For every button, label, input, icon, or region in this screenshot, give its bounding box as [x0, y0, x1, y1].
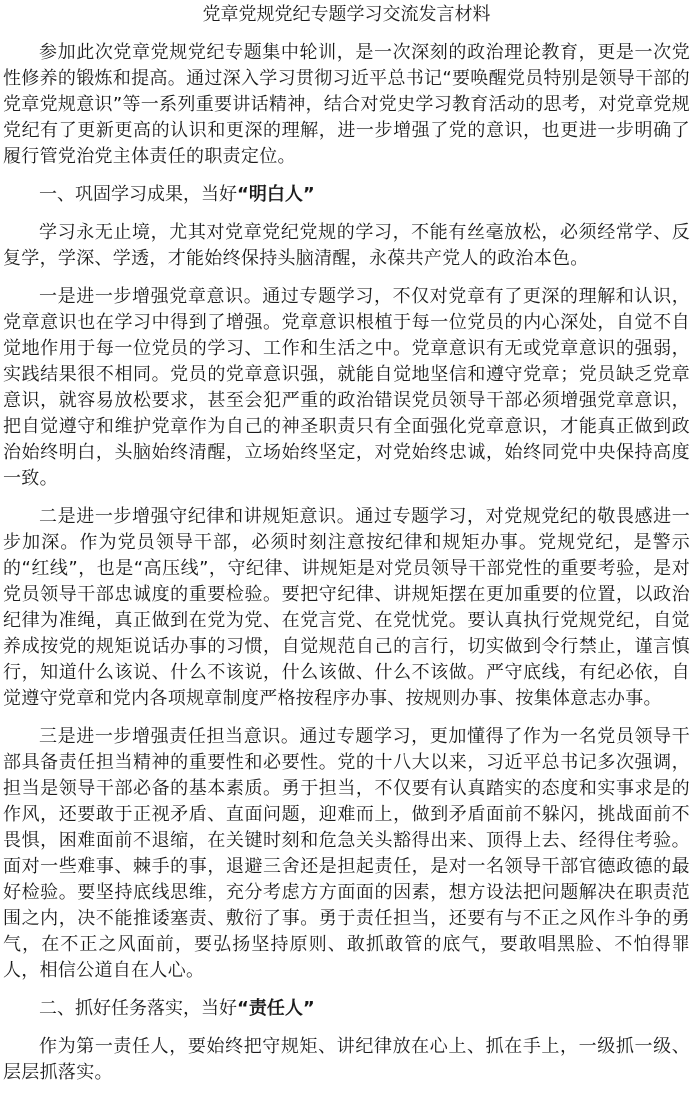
section1-heading — [3, 182, 690, 208]
section2-heading-prefix: 二、抓好任务落实，当好 — [39, 998, 237, 1019]
section2-heading-quote: “责任人” — [237, 998, 315, 1019]
section1-paragraph-3: 二是进一步增强守纪律和讲规矩意识。通过专题学习，对党规党纪的敬畏感进一步加深。作为党员领导干部，必须时刻注意按纪律和规矩办事。党规党纪，是警示的“红线”，也是“高压线”，守纪律、讲规矩是对党员领导干部党性的重要考验，是对党员领导干部忠诚度的重要检验。要把守纪律、讲规矩摆在更加重要的位置，以政治纪律为准绳，真正做到在党为党、在党言党、在党忧党。要认真执行党规党纪，自觉养成按党的规矩说话办事的习惯，自觉规范自己的言行，切实做到令行禁止，谨言慎行，知道什么该说、什么不该说，什么该做、什么不该做。严守底线，有纪必依，自觉遵守党章和党内各项规章制度严格按程序办事、按规则办事、按集体意志办事。 — [3, 506, 690, 709]
intro-text-part1: 参加此次党章党规党纪专题集中轮训，是一次深刻的政治理论教育，更是一次党性修养的锻炼和提高。通过深入学习贯彻习近平总书记“要唤醒党员特别是领导干部的党章党规意识”等一系列重要讲话精神，结合对党史学习教育活动的思考，对党章党规党纪有了更新更高的认识和更深的理解，进一步增强了党的意识，也更进一步明确了 — [3, 42, 690, 141]
section1-paragraph-2: 一是进一步增强党章意识。通过专题学习，不仅对党章有了更深的理解和认识，党章意识也在学习中得到了增强。党章意识根植于每一位党员的内心深处，自觉不自觉地作用于每一位党员的学习、工作和生活之中。党章意识有无或党章意识的强弱，实践结果很不相同。党员的党章意识强，就能自觉地坚信和遵守党章；党员缺乏党章意识，就容易放松要求，甚至会犯严重的政治错误党员领导干部必须增强党章意识，把自觉遵守和维护党章作为自己的神圣职责只有全面强化党章意识，才能真正做到政治始终明白，头脑始终清醒，立场始终坚定，对党始终忠诚，始终同党中央保持高度一致。 — [3, 286, 690, 489]
section1-heading-quote: “明白人” — [237, 184, 315, 205]
intro-paragraph — [3, 40, 690, 170]
section1-heading-prefix: 一、巩固学习成果，当好 — [39, 184, 237, 205]
section1-paragraph-4: 三是进一步增强责任担当意识。通过专题学习，更加懂得了作为一名党员领导干部具备责任担当精神的重要性和必要性。党的十八大以来，习近平总书记多次强调，担当是领导干部必备的基本素质。勇于担当，不仅要有认真踏实的态度和实事求是的作风，还要敢于正视矛盾、直面问题，迎难而上，做到矛盾面前不躲闪，挑战面前不畏惧，困难面前不退缩，在关键时刻和危急关头豁得出来、顶得上去、经得住考验。面对一些难事、棘手的事，退避三舍还是担起责任，是对一名领导干部官德政德的最好检验。要坚持底线思维，充分考虑方方面面的因素，想方设法把问题解决在职责范围之内，决不能推诿塞责、敷衍了事。勇于责任担当，还要有与不正之风作斗争的勇气，在不正之风面前，要弘扬坚持原则、敢抓敢管的底气，要敢唱黑脸、不怕得罪人，相信公道自在人心。 — [3, 726, 690, 981]
section1-paragraph-1: 学习永无止境，尤其对党章党纪党规的学习，不能有丝毫放松，必须经常学、反复学，学深、学透，才能始终保持头脑清醒，永葆共产党人的政治本色。 — [3, 222, 690, 269]
document-title: 党章党规党纪专题学习交流发言材料 — [202, 4, 491, 25]
section2-heading — [3, 996, 690, 1022]
intro-highlight-text: 履行管党治党主体责任的 — [3, 146, 205, 167]
intro-text-part2: 职责定位。 — [204, 146, 296, 167]
section2-paragraph-1: 作为第一责任人，要始终把守规矩、讲纪律放在心上、抓在手上，一级抓一级、层层抓落实。 — [3, 1036, 690, 1083]
